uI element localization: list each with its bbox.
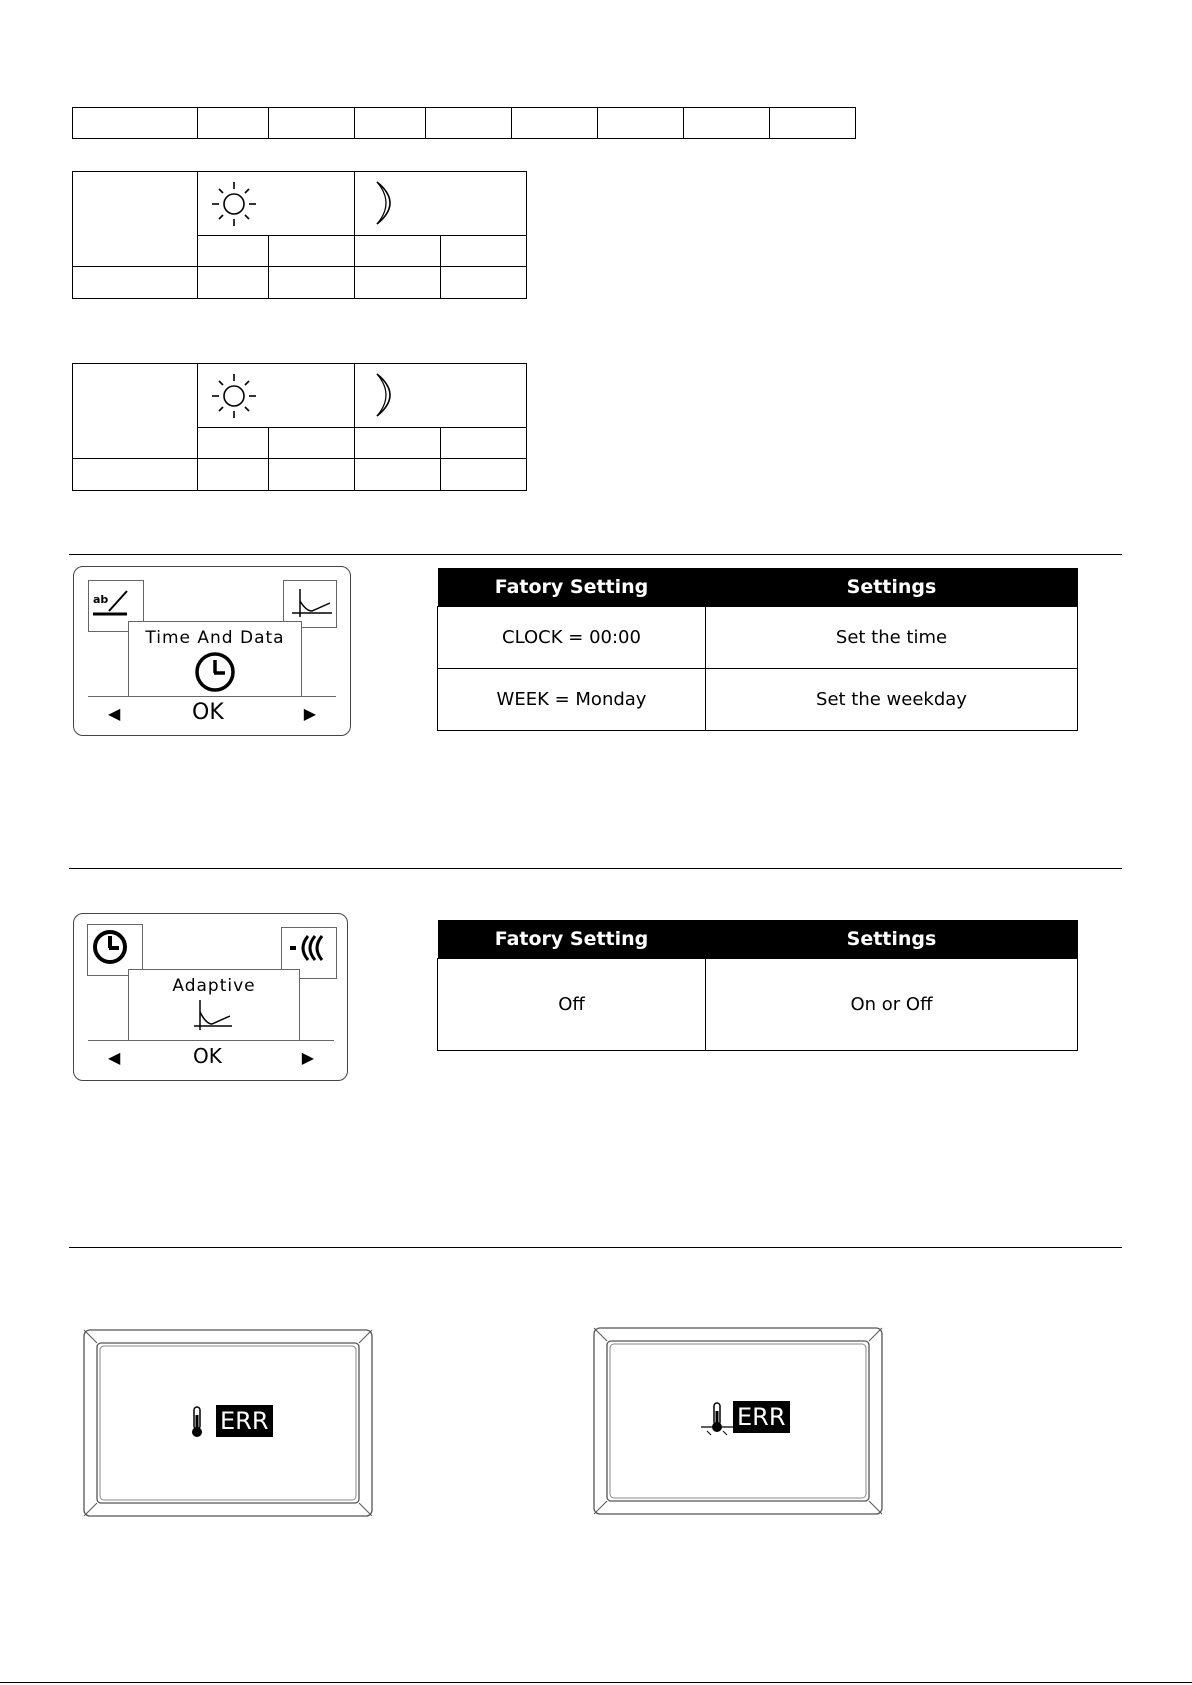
menu-center-box [128, 969, 300, 1041]
week-cell [598, 108, 684, 139]
thermometer-icon [189, 1405, 205, 1439]
schedule-cell [73, 267, 198, 299]
week-cell [355, 108, 426, 139]
day-period-cell [198, 364, 355, 428]
clock-settings-table [437, 568, 1078, 731]
night-period-cell [355, 364, 527, 428]
week-cell [512, 108, 598, 139]
schedule-cell [441, 459, 527, 491]
schedule-label-cell [73, 364, 198, 459]
left-arrow-button[interactable]: ◀ [108, 1048, 121, 1067]
day-period-cell [198, 172, 355, 236]
schedule-cell [198, 236, 269, 267]
factory-value: Off [438, 959, 706, 1051]
schedule-cell [198, 459, 269, 491]
nav-row [88, 700, 336, 730]
setting-description: On or Off [706, 959, 1078, 1051]
factory-setting-header: Fatory Setting [438, 568, 706, 607]
schedule-cell [441, 267, 527, 299]
schedule-cell [269, 459, 355, 491]
error-label: ERR [216, 1405, 273, 1437]
schedule-cell [441, 236, 527, 267]
section-divider [69, 1247, 1122, 1248]
adaptive-curve-icon [284, 581, 336, 625]
schedule-cell [269, 236, 355, 267]
schedule-cell [269, 267, 355, 299]
settings-header: Settings [706, 568, 1078, 607]
left-arrow-button[interactable]: ◀ [108, 704, 121, 723]
ok-button[interactable]: OK [193, 1044, 222, 1068]
error-label: ERR [733, 1401, 790, 1433]
week-cell [426, 108, 512, 139]
moon-icon [369, 178, 409, 228]
factory-setting-header: Fatory Setting [438, 920, 706, 959]
night-period-cell [355, 172, 527, 236]
week-cell [684, 108, 770, 139]
nav-row [88, 1044, 334, 1074]
schedule-cell [355, 236, 441, 267]
section-divider [69, 868, 1122, 869]
setting-description: Set the weekday [706, 669, 1078, 731]
setting-description: Set the time [706, 607, 1078, 669]
week-row-table [72, 107, 856, 139]
menu-center-box [128, 621, 302, 697]
ok-button[interactable]: OK [192, 700, 224, 725]
nav-divider [88, 1040, 334, 1041]
moon-icon [369, 370, 409, 420]
settings-header: Settings [706, 920, 1078, 959]
schedule-cell [355, 428, 441, 459]
week-cell [73, 108, 198, 139]
sun-icon [210, 372, 258, 420]
schedule-cell [198, 267, 269, 299]
error-display-floor-sensor [593, 1327, 883, 1515]
error-display-air-sensor [83, 1329, 373, 1517]
nav-divider [88, 696, 336, 697]
schedule-table-2 [72, 363, 527, 491]
sun-icon [210, 180, 258, 228]
schedule-table-1 [72, 171, 527, 299]
schedule-cell [269, 428, 355, 459]
svg-text:ab: ab [93, 593, 109, 606]
page-bottom-edge [0, 1682, 1192, 1683]
right-arrow-button[interactable]: ▶ [301, 1048, 314, 1067]
right-arrow-button[interactable]: ▶ [303, 704, 316, 723]
clock-settings-display [73, 566, 351, 736]
clock-icon [90, 927, 134, 971]
clock-icon [193, 650, 237, 694]
adaptive-settings-display [73, 913, 348, 1081]
floor-sensor-thermometer-icon [699, 1401, 735, 1437]
factory-value: WEEK = Monday [438, 669, 706, 731]
signal-waves-icon [282, 928, 334, 972]
factory-value: CLOCK = 00:00 [438, 607, 706, 669]
adaptive-settings-table [437, 920, 1078, 1051]
schedule-cell [355, 267, 441, 299]
schedule-cell [441, 428, 527, 459]
section-divider [69, 554, 1122, 555]
week-cell [198, 108, 269, 139]
schedule-cell [73, 459, 198, 491]
menu-title: Time And Data [145, 628, 285, 648]
schedule-label-cell [73, 172, 198, 267]
week-cell [269, 108, 355, 139]
week-cell [770, 108, 856, 139]
schedule-cell [355, 459, 441, 491]
schedule-cell [198, 428, 269, 459]
menu-title: Adaptive [172, 976, 256, 996]
adaptive-curve-icon [192, 998, 236, 1034]
